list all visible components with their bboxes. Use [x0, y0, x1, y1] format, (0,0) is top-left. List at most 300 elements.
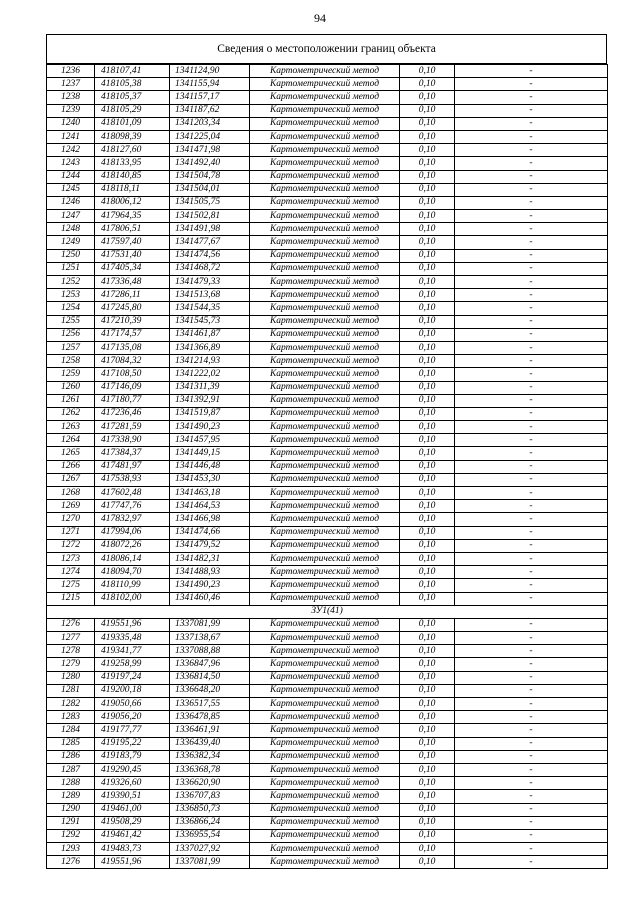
coordinate-x-cell: 417084,32	[95, 355, 170, 368]
accuracy-cell: 0,10	[400, 539, 455, 552]
method-cell: Картометрический метод	[250, 341, 400, 354]
coordinate-y-cell: 1337081,99	[170, 856, 250, 869]
coordinate-x-cell: 419200,18	[95, 684, 170, 697]
coordinate-x-cell: 417964,35	[95, 210, 170, 223]
coordinate-y-cell: 1341453,30	[170, 473, 250, 486]
header-title: Сведения о местоположении границ объекта	[217, 43, 436, 55]
accuracy-cell: 0,10	[400, 473, 455, 486]
note-cell: -	[455, 816, 608, 829]
coordinate-x-cell: 417174,57	[95, 328, 170, 341]
method-cell: Картометрический метод	[250, 843, 400, 856]
note-cell: -	[455, 790, 608, 803]
method-cell: Картометрический метод	[250, 500, 400, 513]
method-cell: Картометрический метод	[250, 658, 400, 671]
coordinate-y-cell: 1341463,18	[170, 487, 250, 500]
coordinate-y-cell: 1341474,56	[170, 249, 250, 262]
coordinate-y-cell: 1336866,24	[170, 816, 250, 829]
method-cell: Картометрический метод	[250, 526, 400, 539]
table-row	[47, 78, 608, 91]
accuracy-cell: 0,10	[400, 711, 455, 724]
accuracy-cell: 0,10	[400, 500, 455, 513]
method-cell: Картометрический метод	[250, 289, 400, 302]
coordinate-y-cell: 1341225,04	[170, 130, 250, 143]
table-row	[47, 803, 608, 816]
note-cell: -	[455, 566, 608, 579]
table-row	[47, 763, 608, 776]
table-row	[47, 223, 608, 236]
coordinate-y-cell: 1337138,67	[170, 632, 250, 645]
coordinate-x-cell: 419056,20	[95, 711, 170, 724]
note-cell: -	[455, 117, 608, 130]
note-cell: -	[455, 223, 608, 236]
coordinate-y-cell: 1336707,83	[170, 790, 250, 803]
note-cell: -	[455, 632, 608, 645]
accuracy-cell: 0,10	[400, 447, 455, 460]
method-cell: Картометрический метод	[250, 698, 400, 711]
note-cell: -	[455, 684, 608, 697]
coordinate-y-cell: 1341466,98	[170, 513, 250, 526]
accuracy-cell: 0,10	[400, 579, 455, 592]
note-cell: -	[455, 170, 608, 183]
method-cell: Картометрический метод	[250, 315, 400, 328]
note-cell: -	[455, 78, 608, 91]
table-row	[47, 117, 608, 130]
point-number-cell: 1266	[47, 460, 95, 473]
method-cell: Картометрический метод	[250, 157, 400, 170]
table-row	[47, 566, 608, 579]
accuracy-cell: 0,10	[400, 737, 455, 750]
method-cell: Картометрический метод	[250, 328, 400, 341]
table-row	[47, 302, 608, 315]
coordinate-x-cell: 419483,73	[95, 843, 170, 856]
point-number-cell: 1284	[47, 724, 95, 737]
point-number-cell: 1276	[47, 618, 95, 631]
coordinate-x-cell: 417281,59	[95, 421, 170, 434]
coordinate-x-cell: 417180,77	[95, 394, 170, 407]
method-cell: Картометрический метод	[250, 579, 400, 592]
accuracy-cell: 0,10	[400, 790, 455, 803]
point-number-cell: 1263	[47, 421, 95, 434]
page-number: 94	[314, 11, 326, 25]
method-cell: Картометрический метод	[250, 249, 400, 262]
note-cell: -	[455, 856, 608, 869]
method-cell: Картометрический метод	[250, 355, 400, 368]
point-number-cell: 1237	[47, 78, 95, 91]
accuracy-cell: 0,10	[400, 355, 455, 368]
note-cell: -	[455, 407, 608, 420]
coordinate-x-cell: 418086,14	[95, 552, 170, 565]
table-row	[47, 552, 608, 565]
table-row	[47, 104, 608, 117]
method-cell: Картометрический метод	[250, 130, 400, 143]
note-cell: -	[455, 355, 608, 368]
point-number-cell: 1270	[47, 513, 95, 526]
coordinate-y-cell: 1336382,34	[170, 750, 250, 763]
coordinate-y-cell: 1341449,15	[170, 447, 250, 460]
coordinate-x-cell: 417531,40	[95, 249, 170, 262]
table-row	[47, 447, 608, 460]
method-cell: Картометрический метод	[250, 65, 400, 78]
table-row	[47, 500, 608, 513]
accuracy-cell: 0,10	[400, 592, 455, 605]
accuracy-cell: 0,10	[400, 658, 455, 671]
coordinate-y-cell: 1336814,50	[170, 671, 250, 684]
note-cell: -	[455, 196, 608, 209]
coordinate-x-cell: 419290,45	[95, 763, 170, 776]
coordinate-y-cell: 1336517,55	[170, 698, 250, 711]
coordinate-x-cell: 418072,26	[95, 539, 170, 552]
coordinate-x-cell: 417481,97	[95, 460, 170, 473]
table-row	[47, 407, 608, 420]
method-cell: Картометрический метод	[250, 381, 400, 394]
coordinates-table-body	[47, 65, 608, 869]
coordinate-y-cell: 1341492,40	[170, 157, 250, 170]
accuracy-cell: 0,10	[400, 829, 455, 842]
table-row	[47, 658, 608, 671]
method-cell: Картометрический метод	[250, 460, 400, 473]
method-cell: Картометрический метод	[250, 816, 400, 829]
note-cell: -	[455, 315, 608, 328]
note-cell: -	[455, 777, 608, 790]
note-cell: -	[455, 750, 608, 763]
point-number-cell: 1252	[47, 276, 95, 289]
point-number-cell: 1236	[47, 65, 95, 78]
method-cell: Картометрический метод	[250, 183, 400, 196]
point-number-cell: 1260	[47, 381, 95, 394]
table-row	[47, 315, 608, 328]
note-cell: -	[455, 394, 608, 407]
coordinate-x-cell: 418107,41	[95, 65, 170, 78]
table-row	[47, 698, 608, 711]
accuracy-cell: 0,10	[400, 78, 455, 91]
table-row	[47, 210, 608, 223]
point-number-cell: 1256	[47, 328, 95, 341]
coordinate-y-cell: 1341311,39	[170, 381, 250, 394]
method-cell: Картометрический метод	[250, 302, 400, 315]
accuracy-cell: 0,10	[400, 407, 455, 420]
note-cell: -	[455, 487, 608, 500]
note-cell: -	[455, 763, 608, 776]
note-cell: -	[455, 262, 608, 275]
point-number-cell: 1251	[47, 262, 95, 275]
table-row	[47, 262, 608, 275]
coordinate-x-cell: 417384,37	[95, 447, 170, 460]
coordinate-y-cell: 1341544,35	[170, 302, 250, 315]
table-row	[47, 618, 608, 631]
coordinate-x-cell: 417747,76	[95, 500, 170, 513]
coordinate-y-cell: 1341490,23	[170, 421, 250, 434]
note-cell: -	[455, 130, 608, 143]
point-number-cell: 1271	[47, 526, 95, 539]
table-row	[47, 790, 608, 803]
coordinate-y-cell: 1341479,52	[170, 539, 250, 552]
coordinate-y-cell: 1341477,67	[170, 236, 250, 249]
point-number-cell: 1277	[47, 632, 95, 645]
table-row	[47, 579, 608, 592]
accuracy-cell: 0,10	[400, 130, 455, 143]
accuracy-cell: 0,10	[400, 117, 455, 130]
coordinate-x-cell: 417994,06	[95, 526, 170, 539]
method-cell: Картометрический метод	[250, 407, 400, 420]
point-number-cell: 1286	[47, 750, 95, 763]
coordinate-y-cell: 1336847,96	[170, 658, 250, 671]
note-cell: -	[455, 513, 608, 526]
note-cell: -	[455, 829, 608, 842]
table-row	[47, 711, 608, 724]
point-number-cell: 1275	[47, 579, 95, 592]
coordinate-y-cell: 1341460,46	[170, 592, 250, 605]
coordinate-x-cell: 418102,00	[95, 592, 170, 605]
table-row	[47, 421, 608, 434]
method-cell: Картометрический метод	[250, 368, 400, 381]
point-number-cell: 1285	[47, 737, 95, 750]
coordinate-x-cell: 417245,80	[95, 302, 170, 315]
point-number-cell: 1254	[47, 302, 95, 315]
point-number-cell: 1240	[47, 117, 95, 130]
table-row	[47, 341, 608, 354]
table-row	[47, 539, 608, 552]
point-number-cell: 1292	[47, 829, 95, 842]
accuracy-cell: 0,10	[400, 724, 455, 737]
coordinate-y-cell: 1336478,85	[170, 711, 250, 724]
coordinate-y-cell: 1341491,98	[170, 223, 250, 236]
note-cell: -	[455, 711, 608, 724]
boundary-table	[46, 34, 607, 869]
coordinate-x-cell: 419177,77	[95, 724, 170, 737]
coordinate-x-cell: 417286,11	[95, 289, 170, 302]
coordinate-x-cell: 419508,29	[95, 816, 170, 829]
coordinate-x-cell: 418127,60	[95, 144, 170, 157]
point-number-cell: 1261	[47, 394, 95, 407]
note-cell: -	[455, 276, 608, 289]
accuracy-cell: 0,10	[400, 170, 455, 183]
coordinate-y-cell: 1337081,99	[170, 618, 250, 631]
accuracy-cell: 0,10	[400, 210, 455, 223]
table-row	[47, 289, 608, 302]
point-number-cell: 1259	[47, 368, 95, 381]
accuracy-cell: 0,10	[400, 526, 455, 539]
accuracy-cell: 0,10	[400, 223, 455, 236]
coordinate-x-cell: 418006,12	[95, 196, 170, 209]
method-cell: Картометрический метод	[250, 196, 400, 209]
method-cell: Картометрический метод	[250, 539, 400, 552]
coordinate-x-cell: 419050,66	[95, 698, 170, 711]
coordinate-x-cell: 419183,79	[95, 750, 170, 763]
method-cell: Картометрический метод	[250, 104, 400, 117]
coordinate-y-cell: 1341490,23	[170, 579, 250, 592]
method-cell: Картометрический метод	[250, 236, 400, 249]
table-row	[47, 843, 608, 856]
coordinate-x-cell: 417806,51	[95, 223, 170, 236]
note-cell: -	[455, 579, 608, 592]
coordinate-x-cell: 418105,37	[95, 91, 170, 104]
point-number-cell: 1247	[47, 210, 95, 223]
point-number-cell: 1244	[47, 170, 95, 183]
coordinate-x-cell: 419258,99	[95, 658, 170, 671]
note-cell: -	[455, 460, 608, 473]
accuracy-cell: 0,10	[400, 91, 455, 104]
note-cell: -	[455, 65, 608, 78]
note-cell: -	[455, 421, 608, 434]
point-number-cell: 1215	[47, 592, 95, 605]
accuracy-cell: 0,10	[400, 65, 455, 78]
coordinate-x-cell: 418118,11	[95, 183, 170, 196]
point-number-cell: 1241	[47, 130, 95, 143]
table-row	[47, 183, 608, 196]
table-header	[46, 34, 607, 64]
accuracy-cell: 0,10	[400, 196, 455, 209]
note-cell: -	[455, 91, 608, 104]
method-cell: Картометрический метод	[250, 750, 400, 763]
note-cell: -	[455, 526, 608, 539]
accuracy-cell: 0,10	[400, 381, 455, 394]
coordinate-y-cell: 1336368,78	[170, 763, 250, 776]
point-number-cell: 1249	[47, 236, 95, 249]
accuracy-cell: 0,10	[400, 157, 455, 170]
accuracy-cell: 0,10	[400, 289, 455, 302]
coordinate-y-cell: 1341474,66	[170, 526, 250, 539]
method-cell: Картометрический метод	[250, 856, 400, 869]
note-cell: -	[455, 183, 608, 196]
note-cell: -	[455, 368, 608, 381]
coordinate-x-cell: 417236,46	[95, 407, 170, 420]
note-cell: -	[455, 539, 608, 552]
coordinate-x-cell: 419551,96	[95, 618, 170, 631]
method-cell: Картометрический метод	[250, 645, 400, 658]
coordinate-x-cell: 419197,24	[95, 671, 170, 684]
method-cell: Картометрический метод	[250, 421, 400, 434]
point-number-cell: 1273	[47, 552, 95, 565]
point-number-cell: 1248	[47, 223, 95, 236]
coordinate-y-cell: 1341471,98	[170, 144, 250, 157]
coordinate-x-cell: 417135,08	[95, 341, 170, 354]
accuracy-cell: 0,10	[400, 315, 455, 328]
method-cell: Картометрический метод	[250, 394, 400, 407]
coordinate-y-cell: 1341513,68	[170, 289, 250, 302]
point-number-cell: 1274	[47, 566, 95, 579]
accuracy-cell: 0,10	[400, 552, 455, 565]
accuracy-cell: 0,10	[400, 487, 455, 500]
point-number-cell: 1262	[47, 407, 95, 420]
coordinate-x-cell: 418105,38	[95, 78, 170, 91]
method-cell: Картометрический метод	[250, 276, 400, 289]
accuracy-cell: 0,10	[400, 421, 455, 434]
note-cell: -	[455, 381, 608, 394]
method-cell: Картометрический метод	[250, 434, 400, 447]
accuracy-cell: 0,10	[400, 803, 455, 816]
point-number-cell: 1279	[47, 658, 95, 671]
accuracy-cell: 0,10	[400, 566, 455, 579]
coordinate-y-cell: 1341519,87	[170, 407, 250, 420]
coordinate-y-cell: 1337088,88	[170, 645, 250, 658]
note-cell: -	[455, 724, 608, 737]
coordinate-x-cell: 417832,97	[95, 513, 170, 526]
table-row	[47, 144, 608, 157]
accuracy-cell: 0,10	[400, 750, 455, 763]
table-row	[47, 513, 608, 526]
table-row	[47, 196, 608, 209]
note-cell: -	[455, 210, 608, 223]
method-cell: Картометрический метод	[250, 671, 400, 684]
point-number-cell: 1242	[47, 144, 95, 157]
coordinate-y-cell: 1336648,20	[170, 684, 250, 697]
point-number-cell: 1257	[47, 341, 95, 354]
accuracy-cell: 0,10	[400, 341, 455, 354]
table-row	[47, 750, 608, 763]
accuracy-cell: 0,10	[400, 394, 455, 407]
point-number-cell: 1255	[47, 315, 95, 328]
accuracy-cell: 0,10	[400, 684, 455, 697]
note-cell: -	[455, 671, 608, 684]
accuracy-cell: 0,10	[400, 328, 455, 341]
coordinate-x-cell: 418110,99	[95, 579, 170, 592]
table-row	[47, 170, 608, 183]
note-cell: -	[455, 104, 608, 117]
table-row	[47, 684, 608, 697]
coordinate-x-cell: 417210,39	[95, 315, 170, 328]
point-number-cell: 1283	[47, 711, 95, 724]
table-row	[47, 671, 608, 684]
coordinate-y-cell: 1341366,89	[170, 341, 250, 354]
method-cell: Картометрический метод	[250, 91, 400, 104]
accuracy-cell: 0,10	[400, 302, 455, 315]
note-cell: -	[455, 302, 608, 315]
method-cell: Картометрический метод	[250, 513, 400, 526]
note-cell: -	[455, 289, 608, 302]
note-cell: -	[455, 157, 608, 170]
coordinate-x-cell: 419341,77	[95, 645, 170, 658]
point-number-cell: 1288	[47, 777, 95, 790]
point-number-cell: 1276	[47, 856, 95, 869]
note-cell: -	[455, 737, 608, 750]
coordinate-y-cell: 1336461,91	[170, 724, 250, 737]
table-row	[47, 487, 608, 500]
method-cell: Картометрический метод	[250, 803, 400, 816]
point-number-cell: 1245	[47, 183, 95, 196]
section-label: ЗУ1(41)	[47, 605, 608, 618]
point-number-cell: 1290	[47, 803, 95, 816]
accuracy-cell: 0,10	[400, 262, 455, 275]
table-row	[47, 473, 608, 486]
coordinate-x-cell: 417146,09	[95, 381, 170, 394]
coordinate-y-cell: 1341488,93	[170, 566, 250, 579]
method-cell: Картометрический метод	[250, 566, 400, 579]
point-number-cell: 1268	[47, 487, 95, 500]
table-row	[47, 737, 608, 750]
table-row	[47, 592, 608, 605]
coordinate-y-cell: 1337027,92	[170, 843, 250, 856]
coordinate-y-cell: 1341505,75	[170, 196, 250, 209]
table-row	[47, 157, 608, 170]
accuracy-cell: 0,10	[400, 513, 455, 526]
accuracy-cell: 0,10	[400, 104, 455, 117]
coordinate-y-cell: 1341502,81	[170, 210, 250, 223]
coordinate-y-cell: 1341214,93	[170, 355, 250, 368]
table-row	[47, 632, 608, 645]
point-number-cell: 1278	[47, 645, 95, 658]
coordinate-x-cell: 418098,39	[95, 130, 170, 143]
point-number-cell: 1280	[47, 671, 95, 684]
coordinate-y-cell: 1341392,91	[170, 394, 250, 407]
accuracy-cell: 0,10	[400, 671, 455, 684]
accuracy-cell: 0,10	[400, 698, 455, 711]
table-row	[47, 236, 608, 249]
coordinate-y-cell: 1341464,53	[170, 500, 250, 513]
coordinate-x-cell: 418094,70	[95, 566, 170, 579]
accuracy-cell: 0,10	[400, 183, 455, 196]
table-row	[47, 645, 608, 658]
method-cell: Картометрический метод	[250, 737, 400, 750]
